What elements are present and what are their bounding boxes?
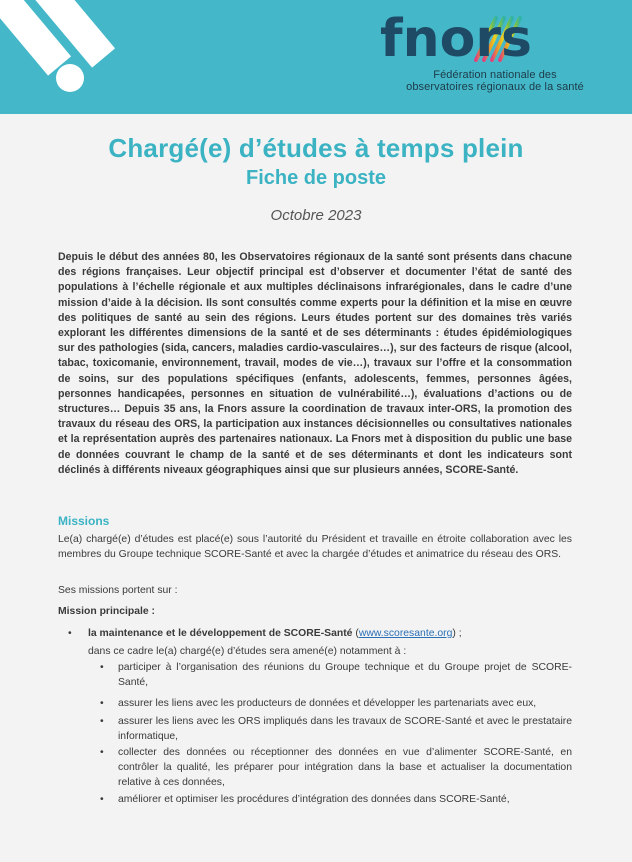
missions-paragraph: Le(a) chargé(e) d’études est placé(e) sous l’autorité du Président et travaille en étroite collaboration avec les membres du Groupe technique SCORE-Santé et avec la chargée d’études et animatrice du réseau des ORS. <box>58 534 572 560</box>
federation-name-line2: observatoires régionaux de la santé <box>406 81 584 93</box>
scoresante-link[interactable]: www.scoresante.org <box>358 628 453 639</box>
bullet-icon: • <box>68 628 72 639</box>
main-mission-bold: la maintenance et le développement de SCORE-Santé <box>88 628 353 639</box>
page-title: Chargé(e) d’études à temps plein <box>108 133 524 163</box>
bullet-icon: • <box>100 747 104 758</box>
tasks-intro: dans ce cadre le(a) chargé(e) d’études sera amené(e) notamment à : <box>88 646 407 657</box>
paren-open: ( <box>352 628 359 639</box>
list-item-text: collecter des données ou réceptionner des données en vue d’alimenter SCORE-Santé, en contrôler la qualité, les préparer pour intégration dans la base et actualiser la documentation relative à ces données, <box>118 747 572 788</box>
intro-paragraph: Depuis le début des années 80, les Observatoires régionaux de la santé sont présents dans chacune des régions françaises. Leur objectif principal est d’observer et documenter l’état de santé des populations à l’échelle régionale et aux multiples déclinaisons infrarégionales, dans le cadre d’une mission d’aide à la décision. Ils sont consultés comme experts pour la définition et la mise en œuvre des politiques de santé au sein des régions. Leurs études portent sur des domaines très variés explorant les différentes dimensions de la santé et de ses déterminants : études épidémiologiques sur des pathologies (sida, cancers, maladies cardio-vasculaires…), sur des facteurs de risque (alcool, tabac, toxicomanie, environnement, travail, modes de vie…), travaux sur l’offre et la consommation de soins, sur des populations spécifiques (enfants, adolescents, femmes, personnes âgées, personnes handicapées, personnes en situation de vulnérabilité…), évaluations d’actions ou de structures… Depuis 35 ans, la Fnors assure la coordination de travaux inter-ORS, la promotion des travaux du réseau des ORS, la participation aux instances décisionnelles ou consultatives nationales et la représentation auprès des partenaires nationaux. La Fnors met à disposition du public une base de données couvrant le champ de la santé et de ses déterminants et dont les indicateurs sont déclinés à différents niveaux géographiques ainsi que sur plusieurs années, SCORE-Santé. <box>58 251 572 476</box>
list-item-text: assurer les liens avec les producteurs de données et développer les partenariats avec eux, <box>118 698 537 709</box>
list-item-text: participer à l’organisation des réunions du Groupe technique et du Groupe projet de SCORE-Santé, <box>118 662 572 688</box>
decorative-dot <box>56 64 84 92</box>
paren-close: ) ; <box>452 628 462 639</box>
fnors-logo <box>378 4 578 68</box>
missions-heading: Missions <box>58 514 110 528</box>
main-mission-text <box>88 626 572 641</box>
missions-intro: Ses missions portent sur : <box>58 585 178 596</box>
federation-name-line1: Fédération nationale des <box>433 69 557 81</box>
bullet-icon: • <box>100 698 104 709</box>
bullet-icon: • <box>100 794 104 805</box>
bullet-icon: • <box>100 716 104 727</box>
list-item-text: améliorer et optimiser les procédures d’intégration des données dans SCORE-Santé, <box>118 794 510 805</box>
list-item-text: assurer les liens avec les ORS impliqués dans les travaux de SCORE-Santé et avec le prestataire informatique, <box>118 716 572 742</box>
document-date: Octobre 2023 <box>270 207 362 224</box>
header-banner <box>0 0 632 114</box>
bullet-icon: • <box>100 662 104 673</box>
page-subtitle: Fiche de poste <box>245 167 387 189</box>
logo-text: fnors <box>380 9 532 68</box>
principal-mission-heading: Mission principale : <box>58 606 155 617</box>
